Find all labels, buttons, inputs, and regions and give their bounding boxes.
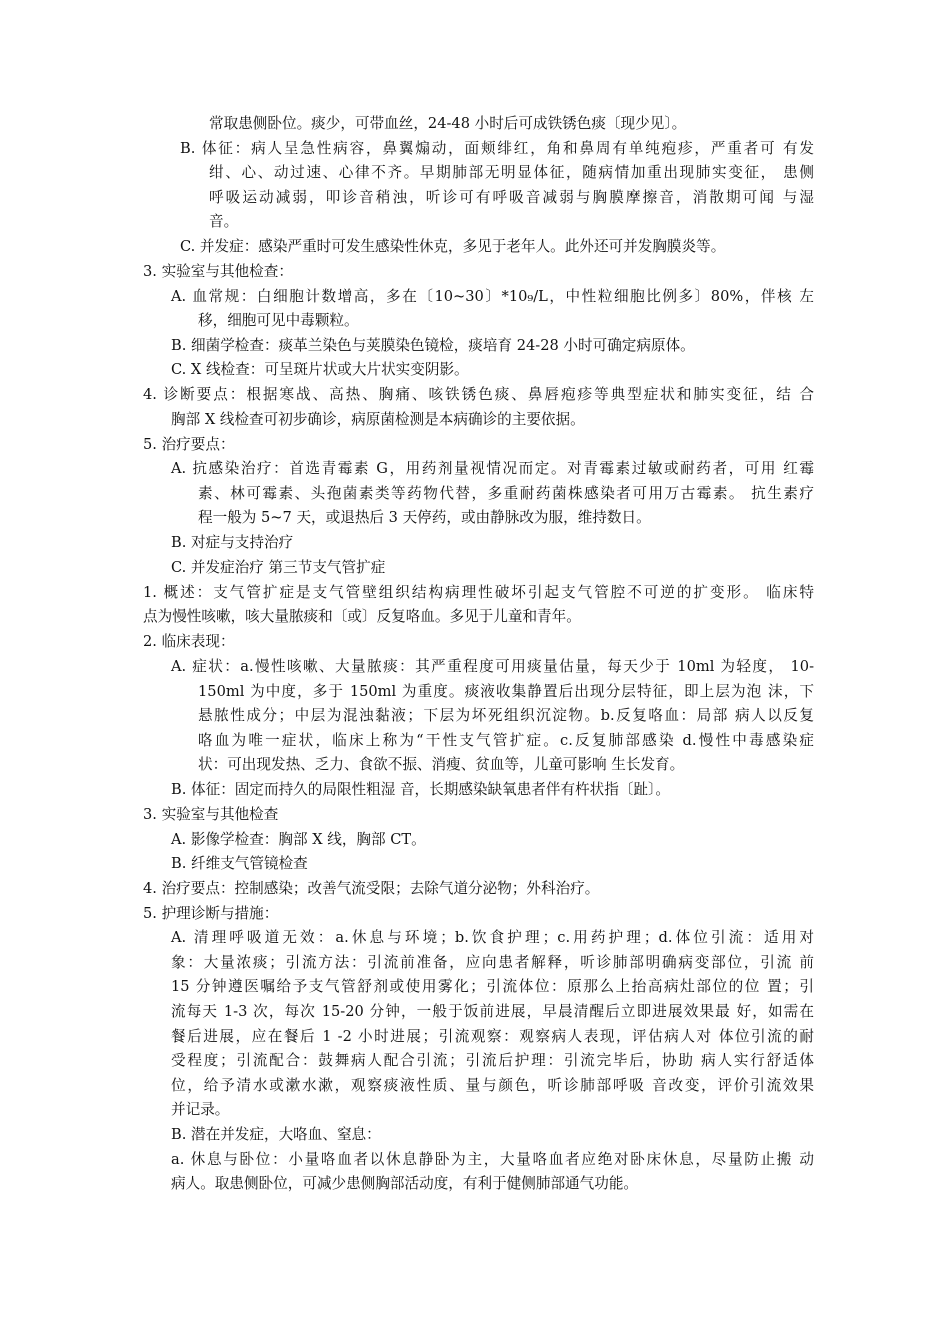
text-line: 并记录。 [171, 1101, 230, 1118]
text-line: A. 抗感染治疗：首选青霉素 G，用药剂量视情况而定。对青霉素过敏或耐药者，可用 红霉 [171, 460, 814, 477]
text-line: C. X 线检查：可呈斑片状或大片状实变阴影。 [171, 361, 469, 378]
text-line: B. 体征：病人呈急性病容，鼻翼煽动，面颊绯红，角和鼻周有单纯疱疹，严重者可 有发 [180, 140, 814, 157]
text-line: 程一般为 5~7 天，或退热后 3 天停药，或由静脉改为服，维持数日。 [198, 509, 651, 526]
text-line: 位，给予清水或漱水漱，观察痰液性质、量与颜色，听诊肺部呼吸 音改变，评价引流效果 [171, 1077, 814, 1094]
text-line: 病人。取患侧卧位，可减少患侧胸部活动度，有利于健侧肺部通气功能。 [171, 1175, 639, 1192]
text-line: 3. 实验室与其他检查 [143, 806, 279, 823]
text-line: 受程度；引流配合：鼓舞病人配合引流；引流后护理：引流完毕后，协助 病人实行舒适体 [171, 1052, 814, 1069]
text-line: 流每天 1-3 次，每次 15-20 分钟，一般于饭前进展，早晨清醒后立即进展效果最 好，如需在 [171, 1003, 814, 1020]
text-line: 绀、心、动过速、心律不齐。早期肺部无明显体征，随病情加重出现肺实变征， 患侧 [209, 164, 814, 181]
text-line: 5. 护理诊断与措施： [143, 905, 279, 922]
text-line: 胸部 X 线检查可初步确诊，病原菌检测是本病确诊的主要依据。 [171, 411, 585, 428]
text-line: 150ml 为中度，多于 150ml 为重度。痰液收集静置后出现分层特征，即上层为泡 沫，下 [198, 683, 814, 700]
text-line: 4. 诊断要点：根据寒战、高热、胸痛、咳铁锈色痰、鼻唇疱疹等典型症状和肺实变征，结 合 [143, 386, 814, 403]
text-line: 3. 实验室与其他检查： [143, 263, 293, 280]
text-line: 15 分钟遵医嘱给予支气管舒剂或使用雾化；引流体位：原那么上抬高病灶部位的位 置；引 [171, 978, 814, 995]
text-line: 咯血为唯一症状，临床上称为“干性支气管扩症。c.反复肺部感染 d.慢性中毒感染症 [198, 732, 814, 749]
text-line: 餐后进展，应在餐后 1 -2 小时进展；引流观察：观察病人表现，评估病人对 体位引流的耐 [171, 1028, 814, 1045]
text-line: 呼吸运动减弱，叩诊音稍浊，听诊可有呼吸音减弱与胸膜摩擦音，消散期可闻 与湿 [209, 189, 814, 206]
text-line: C. 并发症：感染严重时可发生感染性休克，多见于老年人。此外还可并发胸膜炎等。 [180, 238, 726, 255]
text-line: C. 并发症治疗 第三节支气管扩症 [171, 559, 386, 576]
text-line: B. 细菌学检查：痰革兰染色与荚膜染色镜检，痰培育 24-28 小时可确定病原体。 [171, 337, 695, 354]
text-line: 5. 治疗要点： [143, 436, 235, 453]
text-line: A. 症状：a.慢性咳嗽、大量脓痰：其严重程度可用痰量估量，每天少于 10ml 为轻度， 10- [171, 658, 814, 675]
text-line: 1. 概述：支气管扩症是支气管壁组织结构病理性破坏引起支气管腔不可逆的扩变形。 临床特 [143, 584, 814, 601]
text-line: 悬脓性成分；中层为混浊黏液；下层为坏死组织沉淀物。b.反复咯血：局部 病人以反复 [198, 707, 814, 724]
text-line: A. 血常规：白细胞计数增高，多在〔10~30〕*10₉/L，中性粒细胞比例多〕80%，伴核 左 [171, 288, 814, 305]
text-line: B. 潜在并发症，大咯血、窒息： [171, 1126, 381, 1143]
text-line: B. 体征：固定而持久的局限性粗湿 音，长期感染缺氧患者伴有杵状指〔趾〕。 [171, 781, 670, 798]
text-line: A. 清理呼吸道无效：a.休息与环境；b.饮食护理；c.用药护理；d.体位引流：适用对 [171, 929, 814, 946]
text-line: 点为慢性咳嗽，咳大量脓痰和〔或〕反复咯血。多见于儿童和青年。 [143, 608, 581, 625]
text-line: 素、林可霉素、头孢菌素类等药物代替，多重耐药菌株感染者可用万古霉素。 抗生素疗 [198, 485, 814, 502]
text-line: 常取患侧卧位。痰少，可带血丝，24-48 小时后可成铁锈色痰〔现少见〕。 [209, 115, 687, 132]
text-line: a. 休息与卧位：小量咯血者以休息静卧为主，大量咯血者应绝对卧床休息，尽量防止搬 动 [171, 1151, 814, 1168]
text-line: 移，细胞可见中毒颗粒。 [198, 312, 359, 329]
text-line: 象：大量浓痰；引流方法：引流前准备，应向患者解释，听诊肺部明确病变部位，引流 前 [171, 954, 814, 971]
text-line: 状：可出现发热、乏力、食欲不振、消瘦、贫血等，儿童可影响 生长发育。 [198, 756, 685, 773]
text-line: 4. 治疗要点：控制感染；改善气流受限；去除气道分泌物；外科治疗。 [143, 880, 600, 897]
text-line: 2. 临床表现： [143, 633, 235, 650]
text-line: A. 影像学检查：胸部 X 线，胸部 CT。 [171, 831, 426, 848]
text-line: B. 对症与支持治疗 [171, 534, 294, 551]
text-line: 音。 [209, 213, 239, 230]
text-line: B. 纤维支气管镜检查 [171, 855, 308, 872]
